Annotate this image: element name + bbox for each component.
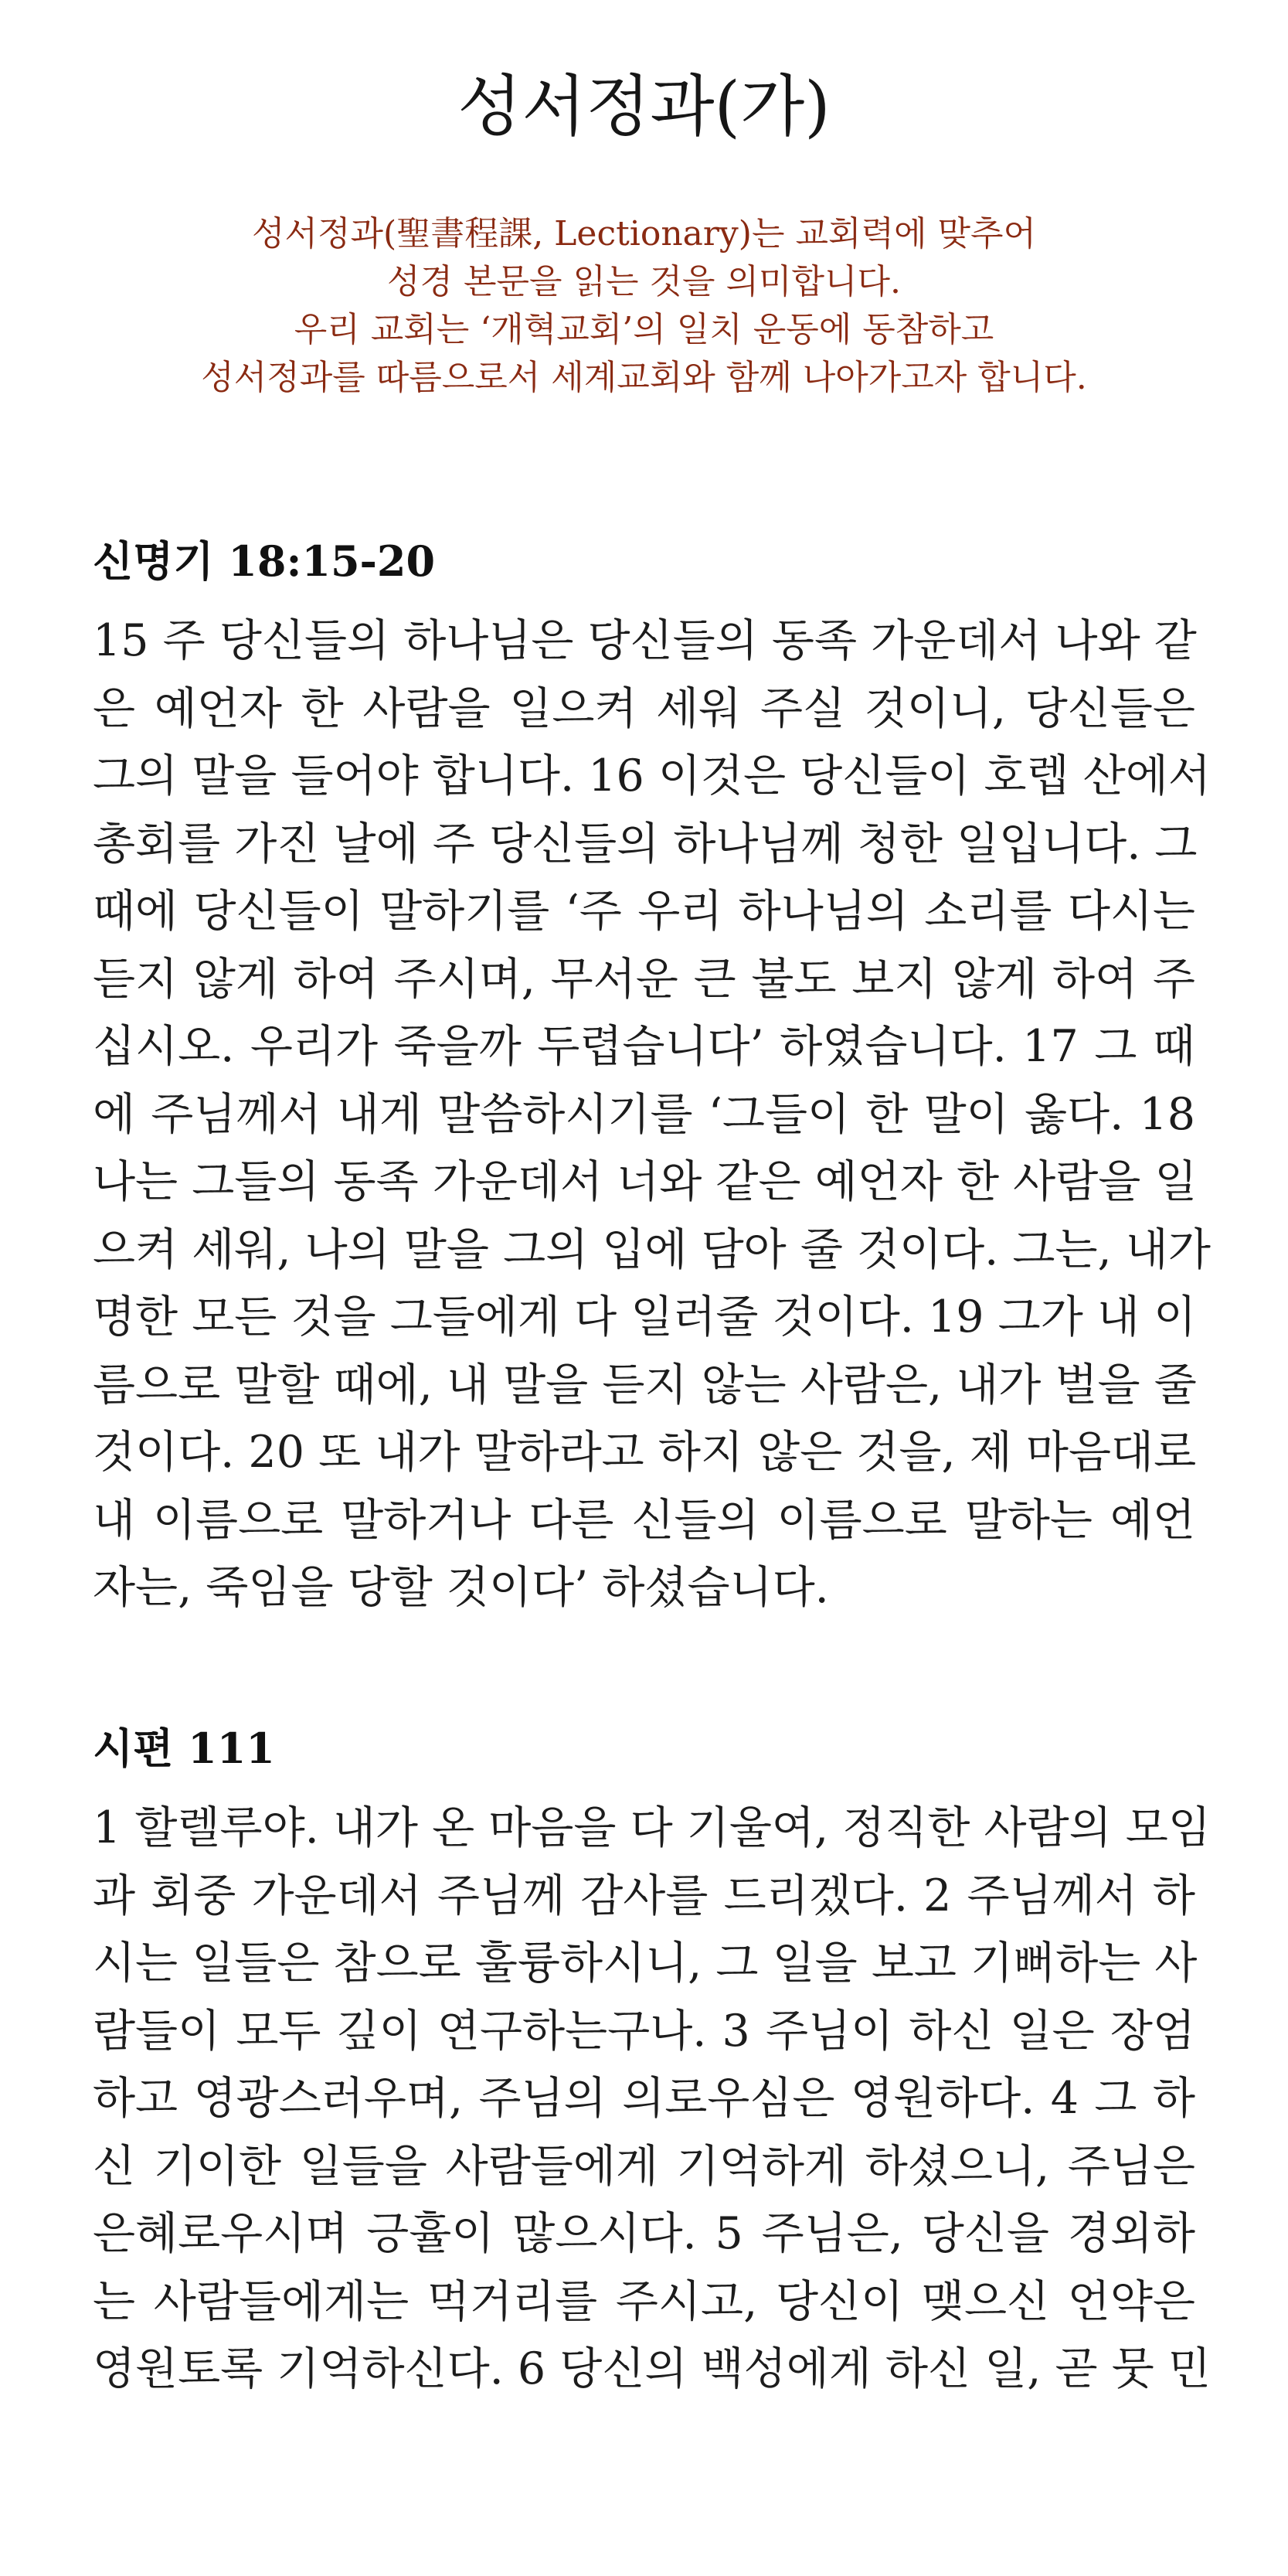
intro-paragraph [0,210,1288,402]
reading-text [93,1795,1211,2404]
text-line: 으켜 세워, 나의 말을 그의 입에 담아 줄 것이다. 그는, 내가 [93,1223,1211,1275]
reading-heading: 신명기 18:15-20 [93,536,436,586]
text-line: 때에 당신들이 말하기를 ‘주 우리 하나님의 소리를 다시는 [93,886,1195,937]
text-line: 듣지 않게 하여 주시며, 무서운 큰 불도 보지 않게 하여 주 [93,953,1195,1005]
text-line: 에 주님께서 내게 말씀하시기를 ‘그들이 한 말이 옳다. 18 [93,1088,1195,1140]
text-line: 명한 모든 것을 그들에게 다 일러줄 것이다. 19 그가 내 이 [93,1291,1197,1342]
text-line: 나는 그들의 동족 가운데서 너와 같은 예언자 한 사람을 일 [93,1156,1198,1207]
reading-psalm [93,1724,1211,2404]
text-line: 하고 영광스러우며, 주님의 의로우심은 영원하다. 4 그 하 [93,2073,1195,2124]
intro-line: 성경 본문을 읽는 것을 의미합니다. [387,262,901,301]
intro-line: 성서정과(聖書程課, Lectionary)는 교회력에 맞추어 [252,214,1036,254]
text-line: 십시오. 우리가 죽을까 두렵습니다’ 하였습니다. 17 그 때 [93,1021,1195,1072]
text-line: 자는, 죽임을 당할 것이다’ 하셨습니다. [93,1562,829,1613]
reading-text [93,607,1211,1622]
text-line: 15 주 당신들의 하나님은 당신들의 동족 가운데서 나와 같 [93,615,1197,666]
text-line: 름으로 말할 때에, 내 말을 듣지 않는 사람은, 내가 벌을 줄 [93,1359,1197,1411]
text-line: 1 할렐루야. 내가 온 마음을 다 기울여, 정직한 사람의 모임 [93,1802,1211,1853]
text-line: 과 회중 가운데서 주님께 감사를 드리겠다. 2 주님께서 하 [93,1870,1195,1921]
text-line: 영원토록 기억하신다. 6 당신의 백성에게 하신 일, 곧 뭇 민 [93,2343,1211,2394]
text-line: 총회를 가진 날에 주 당신들의 하나님께 청한 일입니다. 그 [93,818,1198,869]
text-line: 것이다. 20 또 내가 말하라고 하지 않은 것을, 제 마음대로 [93,1427,1197,1478]
reading-heading: 시편 111 [93,1724,275,1773]
page-title: 성서정과(가) [457,68,831,145]
text-line: 는 사람들에게는 먹거리를 주시고, 당신이 맺으신 언약은 [93,2275,1195,2327]
text-line: 은 예언자 한 사람을 일으켜 세워 주실 것이니, 당신들은 [93,682,1195,734]
text-line: 람들이 모두 깊이 연구하는구나. 3 주님이 하신 일은 장엄 [93,2005,1195,2057]
text-line: 시는 일들은 참으로 훌륭하시니, 그 일을 보고 기뻐하는 사 [93,1938,1198,1989]
text-line: 내 이름으로 말하거나 다른 신들의 이름으로 말하는 예언 [93,1494,1195,1546]
intro-line: 우리 교회는 ‘개혁교회’의 일치 운동에 동참하고 [294,310,994,349]
intro-line: 성서정과를 따름으로서 세계교회와 함께 나아가고자 합니다. [201,358,1087,397]
text-line: 은혜로우시며 긍휼이 많으시다. 5 주님은, 당신을 경외하 [93,2208,1195,2259]
text-line: 그의 말을 들어야 합니다. 16 이것은 당신들이 호렙 산에서 [93,750,1211,801]
reading-deuteronomy [93,536,1211,1622]
text-line: 신 기이한 일들을 사람들에게 기억하게 하셨으니, 주님은 [93,2140,1195,2192]
